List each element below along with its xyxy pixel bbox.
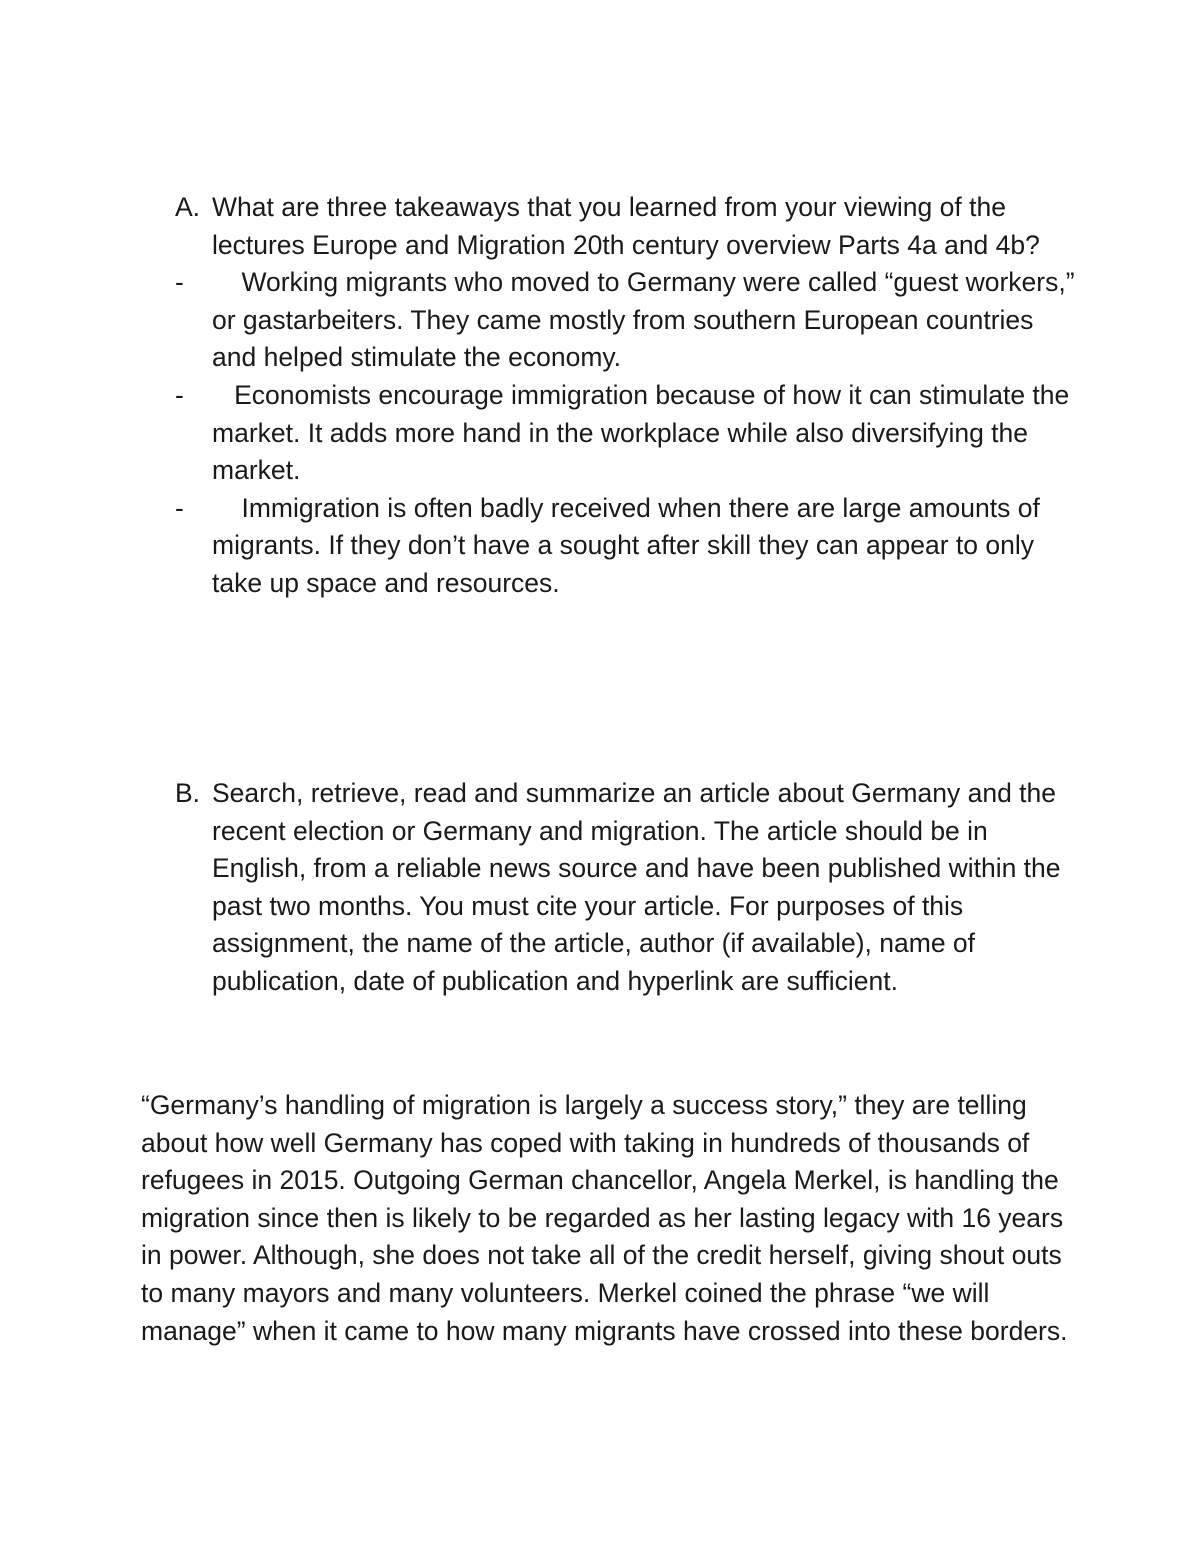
- bullet-dash: -: [175, 492, 184, 523]
- takeaways-list: [175, 264, 1082, 602]
- takeaway-text: Immigration is often badly received when there are large amounts of migrants. If they don’t have a sought after skill they can appear to only take up space and resources.: [212, 492, 1048, 598]
- article-summary: “Germany’s handling of migration is largely a success story,” they are telling about how well Germany has coped with taking in hundreds of thousands of refugees in 2015. Outgoing German chancellor, Angela Merkel, is handling the migration since then is likely to be regarded as her lasting legacy with 16 years in power. Although, she does not take all of the credit herself, giving shout outs to many mayors and many volunteers. Merkel coined the phrase “we will manage” when it came to how many migrants have crossed into these borders.: [141, 1090, 1068, 1346]
- question-a-text: What are three takeaways that you learned from your viewing of the lectures Europe and Migration 20th century overview Parts 4a and 4b?: [212, 192, 1040, 260]
- bullet-dash: -: [175, 379, 184, 410]
- question-b-letter: B.: [175, 778, 201, 808]
- takeaway-text: Working migrants who moved to Germany were called “guest workers,” or gastarbeiters. They came mostly from southern European countries and helped stimulate the economy.: [212, 267, 1082, 373]
- question-b-prompt: [175, 775, 1075, 1001]
- question-b-text: Search, retrieve, read and summarize an article about Germany and the recent election or Germany and migration. The article should be in English, from a reliable news source and have been published within the past two months. You must cite your article. For purposes of this assignment, the name of the article, author (if available), name of publication, date of publication and hyperlink are sufficient.: [212, 778, 1061, 996]
- bullet-dash: -: [175, 267, 184, 298]
- list-item: [175, 490, 1075, 603]
- list-item: [175, 264, 1082, 377]
- question-a-prompt: [175, 189, 1075, 264]
- list-item: [175, 377, 1075, 490]
- question-b: [175, 775, 1075, 1001]
- takeaway-text: Economists encourage immigration because of how it can stimulate the market. It adds more hand in the workplace while also diversifying the market.: [212, 379, 1077, 486]
- question-a-letter: A.: [175, 192, 201, 222]
- question-a: [175, 189, 1082, 603]
